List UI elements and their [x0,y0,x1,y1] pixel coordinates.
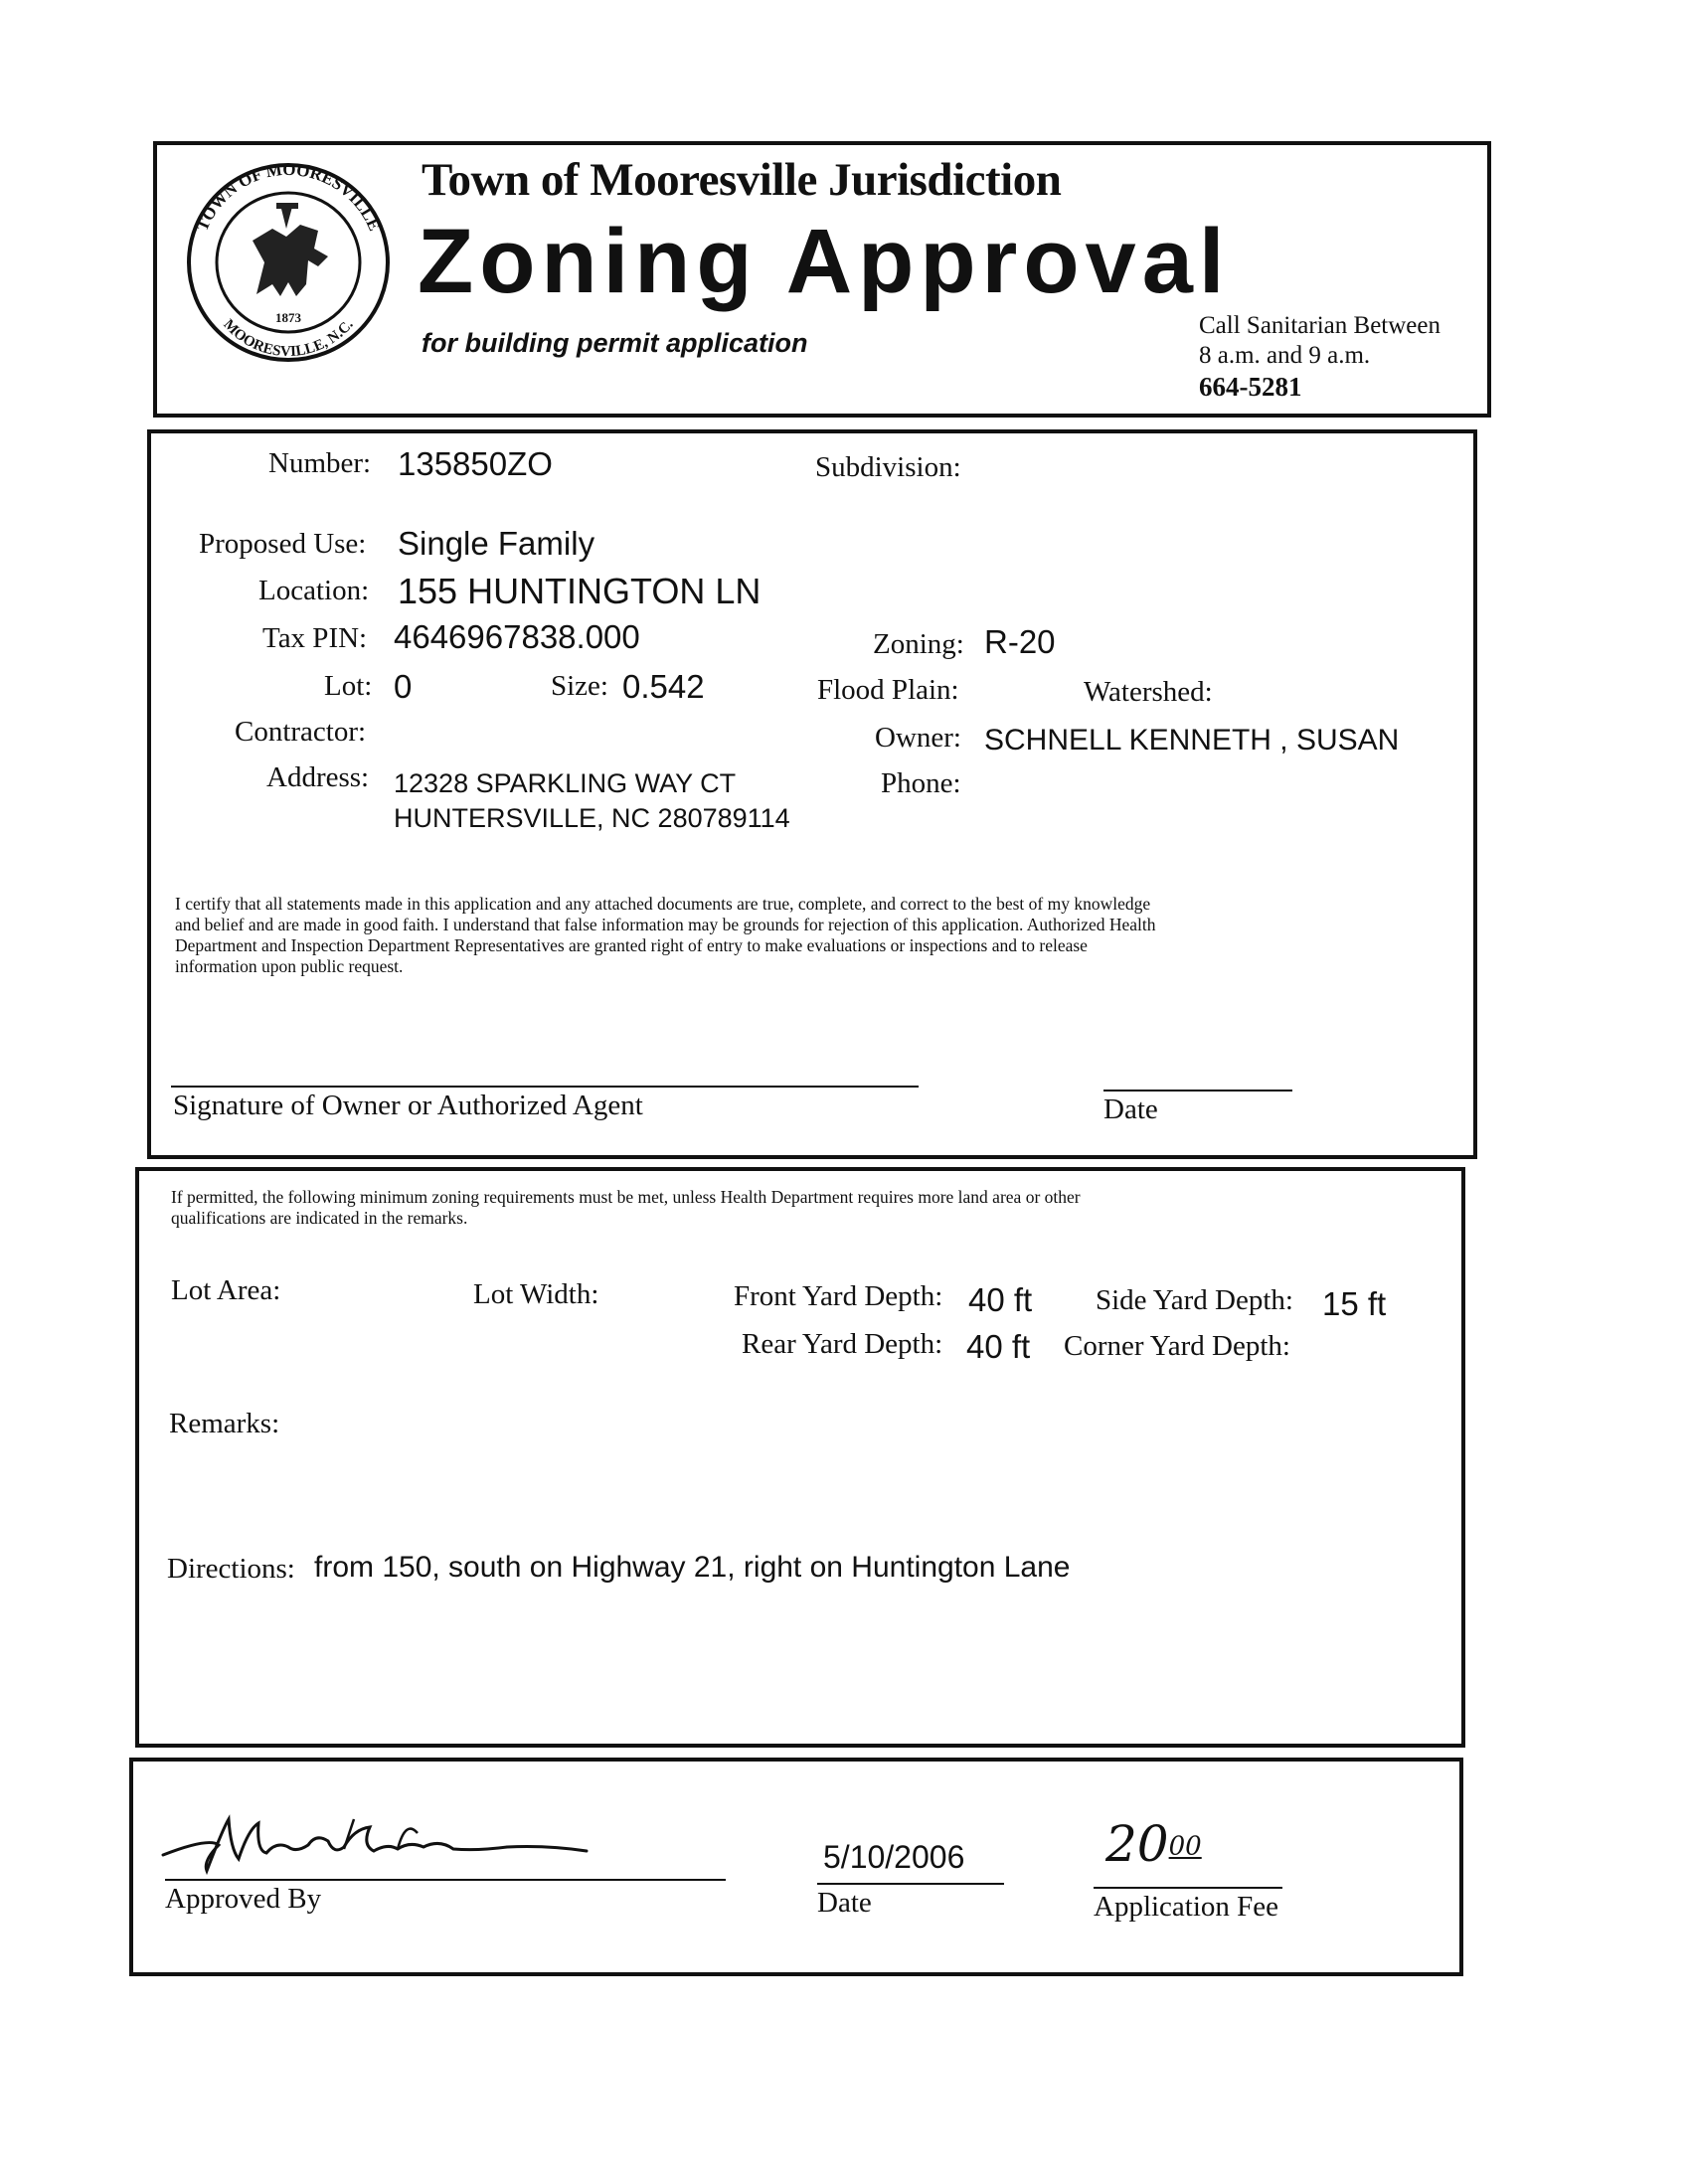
directions-value: from 150, south on Highway 21, right on Huntington Lane [314,1551,1071,1584]
approved-by-label: Approved By [165,1883,322,1915]
owner-signature-label: Signature of Owner or Authorized Agent [173,1090,643,1121]
location-value: 155 HUNTINGTON LN [398,571,762,611]
directions-label: Directions: [167,1553,295,1585]
rear-yard-label: Rear Yard Depth: [742,1328,943,1360]
side-yard-label: Side Yard Depth: [1096,1284,1293,1316]
approver-signature [149,1789,626,1889]
rear-yard-value: 40 ft [966,1328,1031,1365]
owner-label: Owner: [875,722,961,754]
page-subtitle: for building permit application [422,328,808,358]
owner-signature-line [171,1086,919,1088]
flood-plain-label: Flood Plain: [817,674,959,706]
remarks-label: Remarks: [169,1408,280,1439]
town-seal-icon [169,145,408,374]
number-label: Number: [268,447,372,479]
tax-pin-label: Tax PIN: [262,622,368,654]
address-label: Address: [266,761,370,793]
phone-label: Phone: [881,767,961,799]
front-yard-label: Front Yard Depth: [734,1280,943,1312]
approval-date-line [817,1883,1004,1885]
zoning-value: R-20 [984,623,1056,660]
certification-line: information upon public request. [175,956,404,976]
requirements-intro [171,1187,1081,1229]
zoning-label: Zoning: [873,628,964,660]
svg-text:1873: 1873 [275,310,301,325]
side-yard-value: 15 ft [1322,1285,1387,1322]
certification-line: Department and Inspection Department Representatives are granted right of entry to make evaluations or inspections and to release [175,935,1088,955]
lot-value: 0 [394,668,413,705]
size-label: Size: [551,670,608,702]
svg-text:TOWN OF MOORESVILLE: TOWN OF MOORESVILLE [192,159,385,234]
requirements-box [135,1167,1465,1748]
sanitarian-line-1: Call Sanitarian Between [1199,312,1440,339]
application-fee-value [1105,1815,1202,1873]
watershed-label: Watershed: [1084,676,1213,708]
requirements-intro-line: qualifications are indicated in the remarks. [171,1208,468,1228]
tax-pin-value: 4646967838.000 [394,618,640,655]
page-title: Zoning Approval [418,211,1231,312]
lot-area-label: Lot Area: [171,1274,281,1306]
number-value: 135850ZO [398,445,553,482]
proposed-use-value: Single Family [398,525,595,562]
contractor-label: Contractor: [235,716,367,748]
lot-label: Lot: [324,670,373,702]
requirements-intro-line: If permitted, the following minimum zoning requirements must be met, unless Health Department requires more land area or other [171,1187,1081,1207]
fee-dollars: 20 [1105,1815,1169,1873]
certification-line: I certify that all statements made in this application and any attached documents are true, complete, and correct to the best of my knowledge [175,894,1151,914]
size-value: 0.542 [622,668,705,705]
address-line-1: 12328 SPARKLING WAY CT [394,768,737,798]
location-label: Location: [258,575,370,606]
jurisdiction-title: Town of Mooresville Jurisdiction [422,154,1062,206]
lot-width-label: Lot Width: [473,1278,599,1310]
certification-line: and belief and are made in good faith. I understand that false information may be grounds for rejection of this application. Authorized Health [175,915,1156,934]
proposed-use-label: Proposed Use: [199,528,367,560]
svg-text:MOORESVILLE, N.C.: MOORESVILLE, N.C. [220,316,357,361]
owner-date-label: Date [1103,1093,1158,1125]
approval-date-label: Date [817,1887,872,1919]
corner-yard-label: Corner Yard Depth: [1064,1330,1290,1362]
sanitarian-phone: 664-5281 [1199,372,1302,402]
owner-value: SCHNELL KENNETH , SUSAN [984,724,1400,756]
fee-cents: 00 [1168,1831,1202,1862]
owner-date-line [1103,1090,1292,1092]
application-fee-line [1094,1887,1282,1889]
subdivision-label: Subdivision: [815,451,961,483]
approver-line [165,1879,726,1881]
sanitarian-line-2: 8 a.m. and 9 a.m. [1199,342,1371,369]
application-fee-label: Application Fee [1094,1891,1279,1923]
front-yard-value: 40 ft [968,1281,1033,1318]
address-line-2: HUNTERSVILLE, NC 280789114 [394,803,790,833]
certification-statement [175,894,1156,977]
approval-date-value: 5/10/2006 [823,1839,965,1875]
